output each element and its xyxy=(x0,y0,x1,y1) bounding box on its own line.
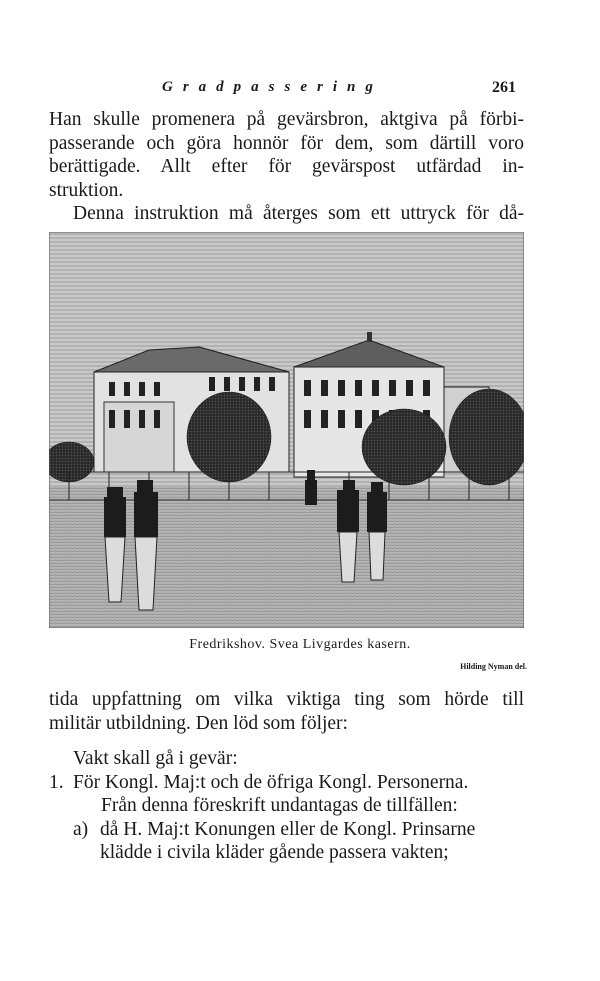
text-line: Denna instruktion må återges som ett uttryck för då- xyxy=(73,203,524,224)
regulation-text: klädde i civila kläder gående passera vakten; xyxy=(100,842,449,863)
regulation-letter: a) xyxy=(73,818,89,840)
text-line: tida uppfattning om vilka viktiga ting som hörde till xyxy=(49,689,524,710)
regulation-item-1 xyxy=(49,771,529,795)
regulation-text: För Kongl. Maj:t och de öfriga Kongl. Personerna. xyxy=(73,771,469,793)
page-header xyxy=(0,79,600,103)
barracks-engraving xyxy=(49,232,524,628)
engraving-illustration xyxy=(49,232,524,628)
regulation-intro-text: Vakt skall gå i gevär: xyxy=(73,748,238,769)
regulation-number: 1. xyxy=(49,771,64,793)
paragraph-bottom xyxy=(49,688,524,735)
text-line: Han skulle promenera på gevärsbron, aktgiva på förbi- xyxy=(49,109,524,130)
text-line: passerande och göra honnör för dem, som därtill voro xyxy=(49,132,524,154)
regulation-item-1-sub xyxy=(49,794,529,818)
regulations-list xyxy=(49,747,529,865)
regulation-item-a xyxy=(49,818,529,842)
regulation-item-a-cont xyxy=(49,841,529,865)
figure-credit: Hilding Nyman del. xyxy=(460,662,527,671)
text-line: berättigade. Allt efter för gevärspost utfärdad in- xyxy=(49,156,524,177)
regulation-intro xyxy=(49,747,529,771)
text-line: militär utbildning. Den löd som följer: xyxy=(49,712,348,734)
paragraph-top xyxy=(49,108,524,226)
regulation-text: då H. Maj:t Konungen eller de Kongl. Prinsarne xyxy=(100,818,476,840)
regulation-subtext: Från denna föreskrift undantagas de tillfällen: xyxy=(101,795,458,816)
running-title: Gradpassering xyxy=(162,79,383,95)
page-number: 261 xyxy=(492,79,516,96)
figure-caption: Fredrikshov. Svea Livgardes kasern. xyxy=(189,637,411,652)
text-line: struktion. xyxy=(49,179,124,201)
